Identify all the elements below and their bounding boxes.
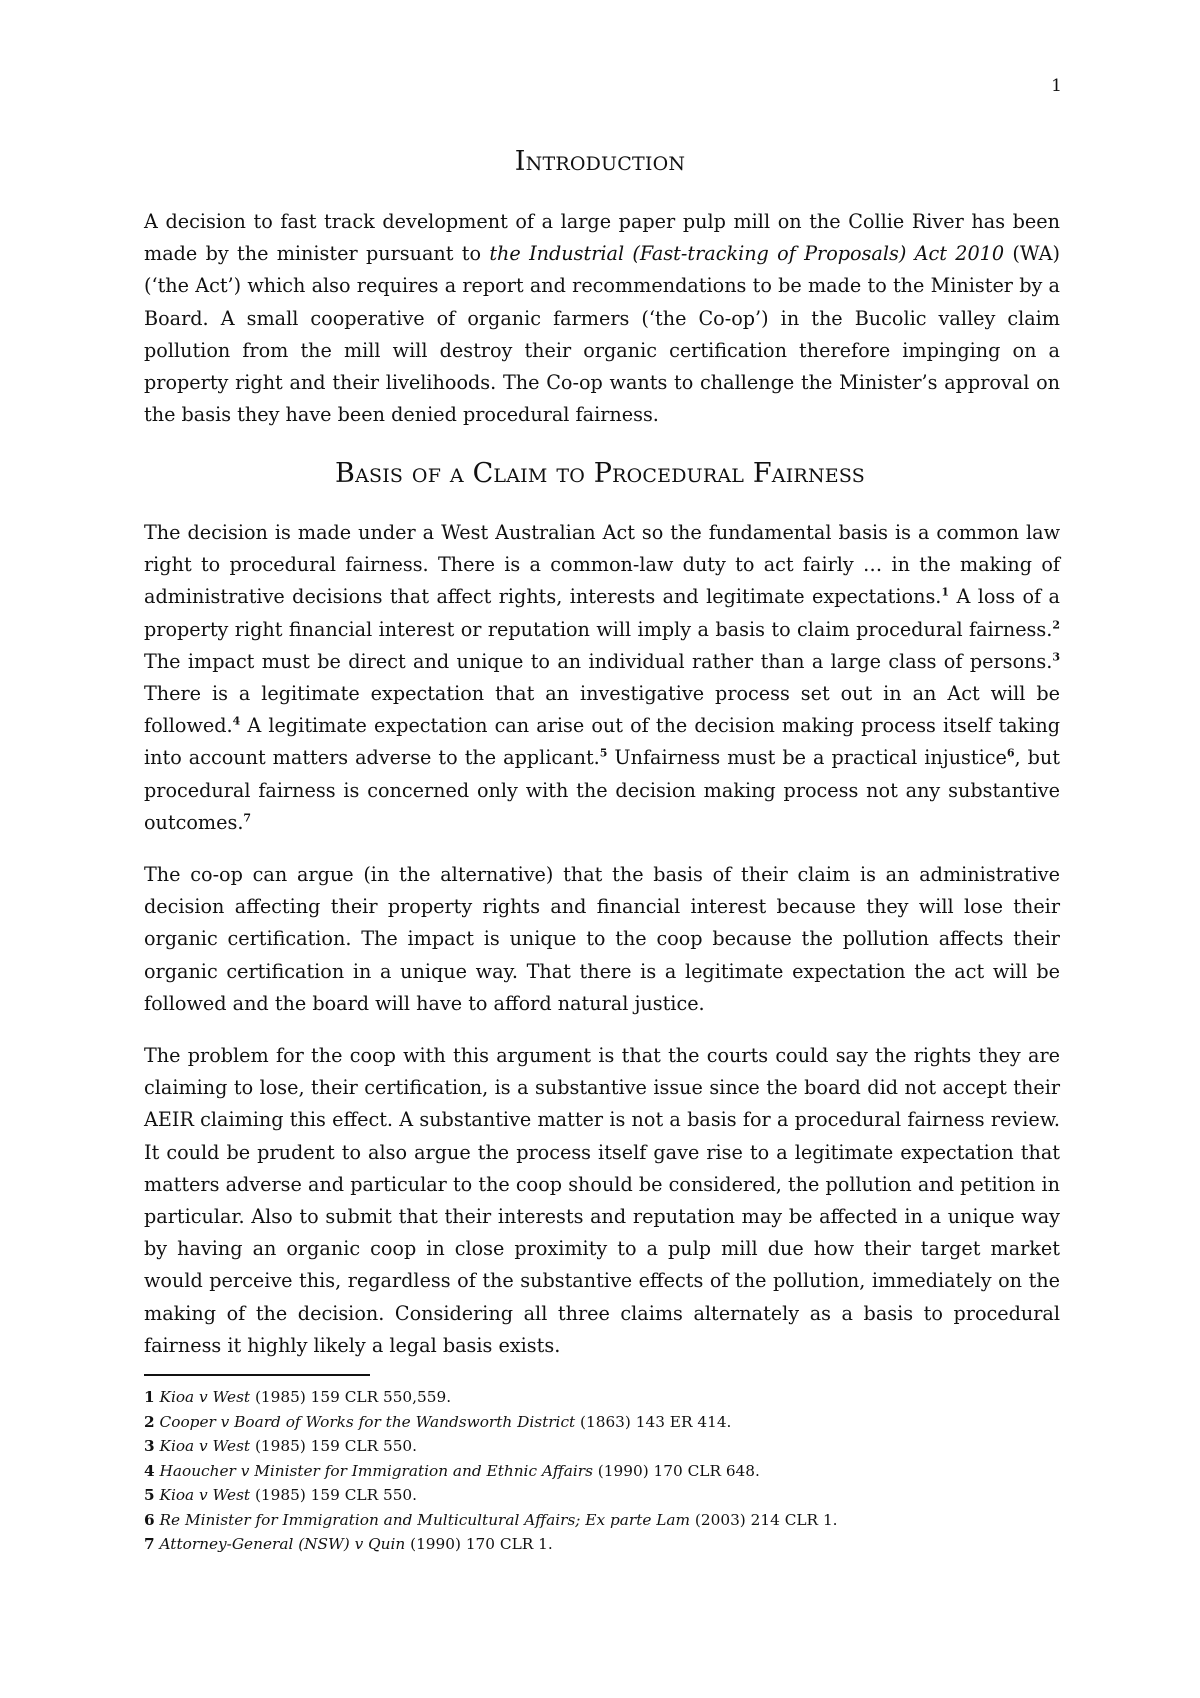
basis-sentence: , but procedural fairness is concerned only with the decision making process not any substantive outcomes. bbox=[144, 746, 1060, 834]
footnote-item bbox=[144, 1410, 1060, 1435]
footnote-case-name: Kioa v West bbox=[159, 1486, 251, 1504]
footnote-number: 7 bbox=[144, 1535, 155, 1553]
footnote-number: 1 bbox=[144, 1388, 155, 1406]
basis-sentence: A loss of a property right financial interest or reputation will imply a basis to claim procedural fairness. bbox=[144, 585, 1060, 641]
act-title: the Industrial (Fast-tracking of Proposals) Act 2010 bbox=[489, 242, 1005, 266]
paragraph-coop-argument: The co-op can argue (in the alternative) that the basis of their claim is an administrative decision affecting their property rights and financial interest because they will lose their organic certification. The impact is unique to the coop because the pollution affects their organic certification in a unique way. That there is a legitimate expectation the act will be followed and the board will have to afford natural justice. bbox=[144, 863, 1060, 1015]
footnote-citation: (2003) 214 CLR 1. bbox=[690, 1510, 838, 1529]
footnote-number: 6 bbox=[144, 1510, 155, 1529]
footnote-ref-7[interactable]: 7 bbox=[243, 811, 252, 825]
heading-basis-of-claim: Basis of a Claim to Procedural Fairness bbox=[335, 458, 865, 489]
footnote-case-name: Cooper v Board of Works for the Wandsworth District bbox=[159, 1412, 576, 1431]
footnote-case-name: Kioa v West bbox=[159, 1437, 251, 1455]
footnote-number: 5 bbox=[144, 1486, 155, 1504]
footnote-item bbox=[144, 1532, 1060, 1557]
footnote-ref-5[interactable]: 5 bbox=[599, 747, 608, 761]
footnote-ref-4[interactable]: 4 bbox=[232, 714, 241, 728]
footnote-number: 3 bbox=[144, 1437, 155, 1455]
footnote-item bbox=[144, 1483, 1060, 1508]
basis-sentence: A legitimate expectation can arise out of the decision making process itself taking into account matters adverse to the applicant. bbox=[144, 714, 1060, 770]
footnote-item bbox=[144, 1434, 1060, 1459]
basis-sentence: There is a legitimate expectation that an investigative process set out in an Act will be followed. bbox=[144, 682, 1060, 738]
footnote-ref-3[interactable]: 3 bbox=[1052, 650, 1060, 664]
paragraph-problem: The problem for the coop with this argument is that the courts could say the rights they are claiming to lose, their certification, is a substantive issue since the board did not accept their AEIR claiming this effect. A substantive matter is not a basis for a procedural fairness review. It could be prudent to also argue the process itself gave rise to a legitimate expectation that matters adverse and particular to the coop should be considered, the pollution and petition in particular. Also to submit that their interests and reputation may be affected in a unique way by having an organic coop in close proximity to a pulp mill due how their target market would perceive this, regardless of the substantive effects of the pollution, immediately on the making of the decision. Considering all three claims alternately as a basis to procedural fairness it highly likely a legal basis exists. bbox=[144, 1044, 1060, 1357]
basis-sentence: The impact must be direct and unique to an individual rather than a large class of persons. bbox=[144, 649, 1053, 673]
footnote-ref-1[interactable]: 1 bbox=[941, 586, 950, 600]
footnote-item bbox=[144, 1508, 1060, 1533]
intro-text-2: (WA) (‘the Act’) which also requires a report and recommendations to be made to the Minister by a Board. A small cooperative of organic farmers (‘the Co-op’) in the Bucolic valley claim pollution from the mill will destroy their organic certification therefore impinging on a property right and their livelihoods. The Co-op wants to challenge the Minister’s approval on the basis they have been denied procedural fairness. bbox=[144, 242, 1060, 427]
footnotes-list bbox=[144, 1385, 1060, 1557]
footnote-item bbox=[144, 1385, 1060, 1410]
footnote-citation: (1985) 159 CLR 550,559. bbox=[250, 1388, 452, 1406]
basis-sentence: The decision is made under a West Australian Act so the fundamental basis is a common law right to procedural fairness. There is a common-law duty to act fairly … in the making of administrative decisions that affect rights, interests and legitimate expectations. bbox=[144, 521, 1060, 609]
paragraph-introduction bbox=[144, 206, 1060, 431]
page-number: 1 bbox=[1051, 76, 1062, 96]
footnote-case-name: Attorney-General (NSW) v Quin bbox=[159, 1535, 406, 1553]
footnote-case-name: Re Minister for Immigration and Multicultural Affairs; Ex parte Lam bbox=[159, 1510, 691, 1529]
footnote-ref-6[interactable]: 6 bbox=[1006, 747, 1015, 761]
footnote-number: 4 bbox=[144, 1461, 155, 1480]
paragraph-basis bbox=[144, 517, 1060, 839]
footnote-citation: (1985) 159 CLR 550. bbox=[250, 1486, 418, 1504]
footnote-case-name: Haoucher v Minister for Immigration and Ethnic Affairs bbox=[159, 1461, 593, 1480]
intro-text-1: A decision to fast track development of a large paper pulp mill on the Collie River has been made by the minister pursuant to bbox=[144, 210, 1060, 266]
footnote-separator bbox=[144, 1374, 370, 1376]
heading-introduction: Introduction bbox=[514, 146, 686, 177]
footnote-citation: (1985) 159 CLR 550. bbox=[250, 1437, 418, 1455]
footnote-ref-2[interactable]: 2 bbox=[1052, 618, 1060, 632]
footnote-case-name: Kioa v West bbox=[159, 1388, 251, 1406]
footnote-number: 2 bbox=[144, 1412, 155, 1431]
footnote-citation: (1990) 170 CLR 1. bbox=[405, 1535, 553, 1553]
footnote-item bbox=[144, 1459, 1060, 1484]
footnote-citation: (1863) 143 ER 414. bbox=[575, 1412, 732, 1431]
footnote-citation: (1990) 170 CLR 648. bbox=[592, 1461, 760, 1480]
basis-sentence: Unfairness must be a practical injustice bbox=[607, 746, 1007, 770]
